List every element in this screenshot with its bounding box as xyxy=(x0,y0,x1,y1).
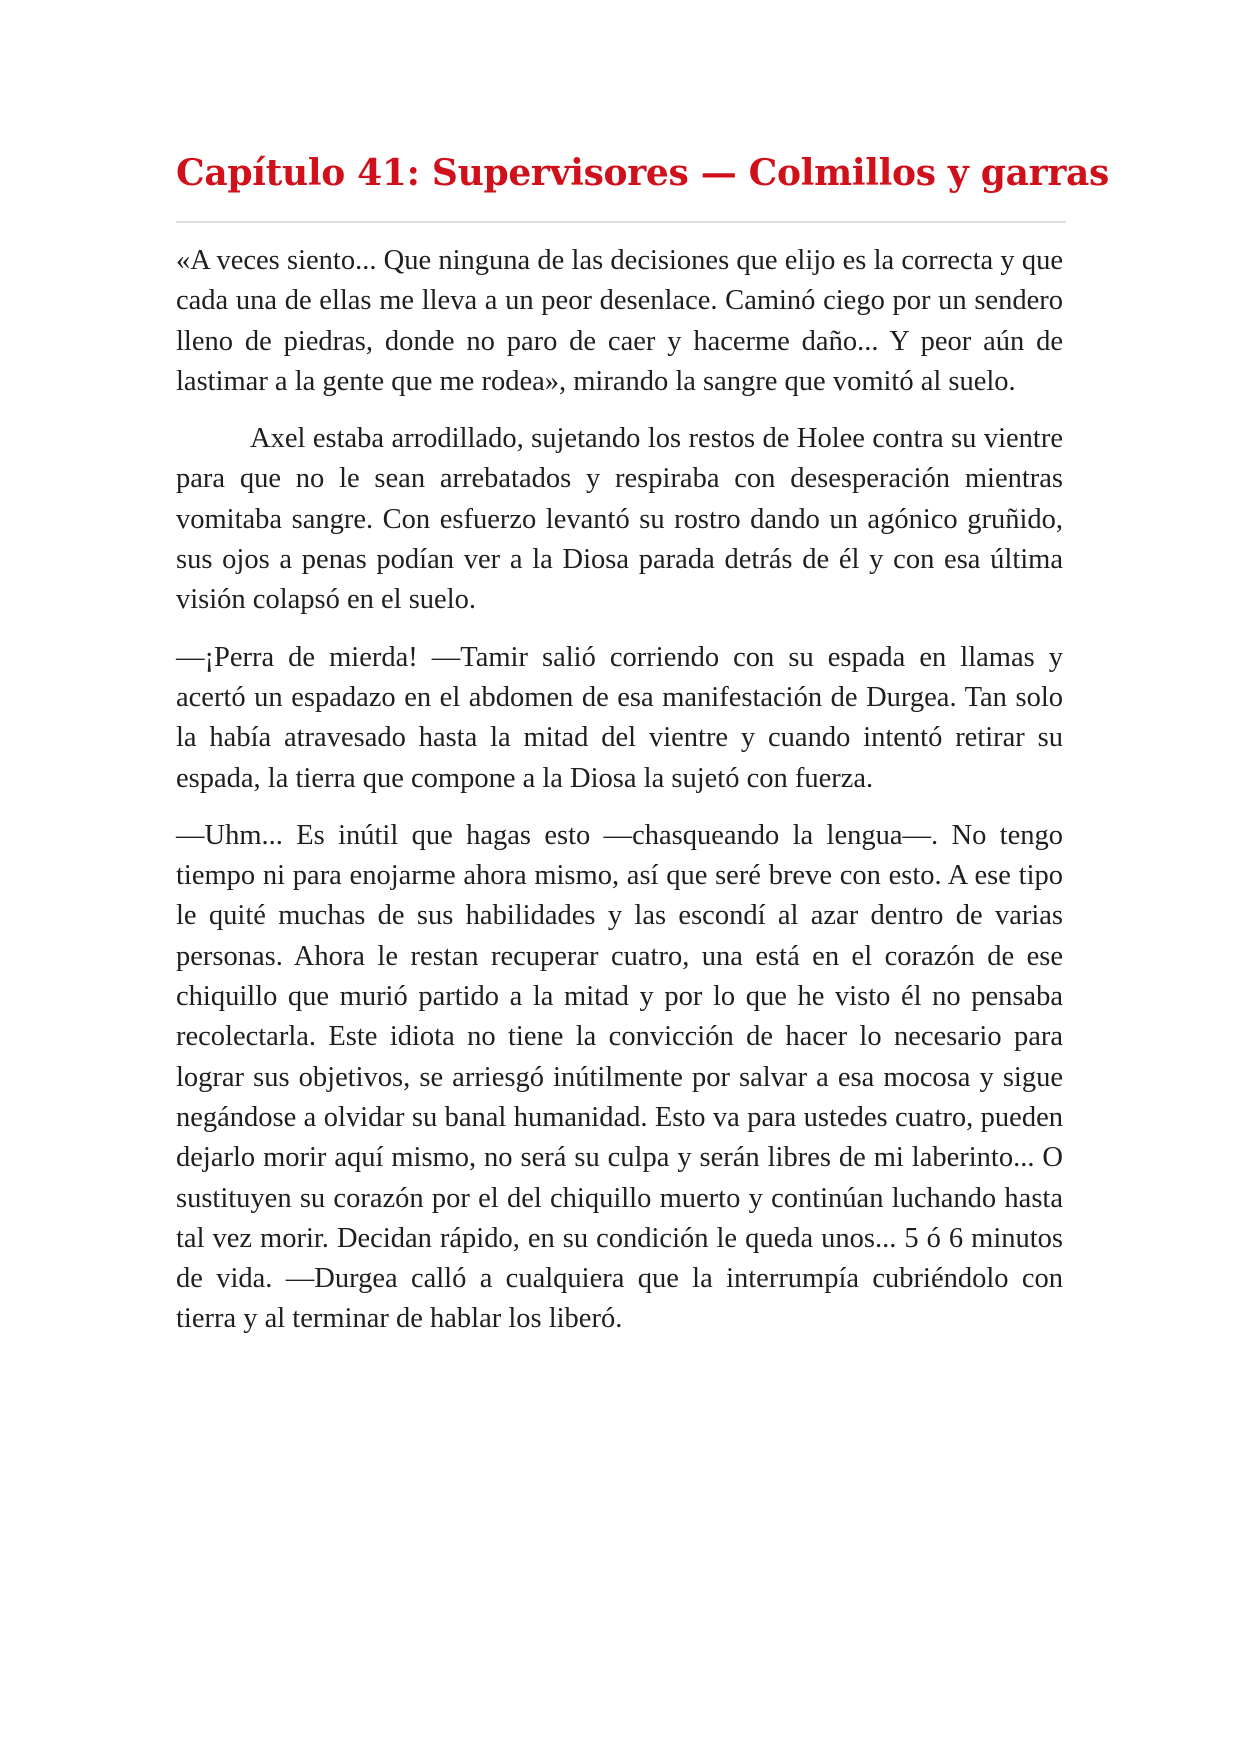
title-divider xyxy=(176,221,1066,223)
paragraph-2: Axel estaba arrodillado, sujetando los restos de Holee contra su vientre para que no le sean arrebatados y respiraba con desesperación mientras vomitaba sangre. Con esfuerzo levantó su rostro dando un agónico gruñido, sus ojos a penas podían ver a la Diosa parada detrás de él y con esa última visión colapsó en el suelo. xyxy=(176,423,1063,616)
paragraph-1: «A veces siento... Que ninguna de las decisiones que elijo es la correcta y que cada una de ellas me lleva a un peor desenlace. Caminó ciego por un sendero lleno de piedras, donde no paro de caer y hacerme daño... Y peor aún de lastimar a la gente que me rodea», mirando la sangre que vomitó al suelo. xyxy=(176,245,1063,397)
paragraph-4: —Uhm... Es inútil que hagas esto —chasqueando la lengua—. No tengo tiempo ni para enojarme ahora mismo, así que seré breve con esto. A ese tipo le quité muchas de sus habilidades y las escondí al azar dentro de varias personas. Ahora le restan recuperar cuatro, una está en el corazón de ese chiquillo que murió partido a la mitad y por lo que he visto él no pensaba recolectarla. Este idiota no tiene la convicción de hacer lo necesario para lograr sus objetivos, se arriesgó inútilmente por salvar a esa mocosa y sigue negándose a olvidar su banal humanidad. Esto va para ustedes cuatro, pueden dejarlo morir aquí mismo, no será su culpa y serán libres de mi laberinto... O sustituyen su corazón por el del chiquillo muerto y continúan luchando hasta tal vez morir. Decidan rápido, en su condición le queda unos... 5 ó 6 minutos de vida. —Durgea calló a cualquiera que la interrumpía cubriéndolo con tierra y al terminar de hablar los liberó. xyxy=(176,819,1063,1335)
chapter-body xyxy=(176,241,1063,1357)
paragraph-3: —¡Perra de mierda! —Tamir salió corriendo con su espada en llamas y acertó un espadazo en el abdomen de esa manifestación de Durgea. Tan solo la había atravesado hasta la mitad del vientre y cuando intentó retirar su espada, la tierra que compone a la Diosa la sujetó con fuerza. xyxy=(176,641,1063,794)
chapter-title: Capítulo 41: Supervisores — Colmillos y garras xyxy=(176,152,1110,194)
